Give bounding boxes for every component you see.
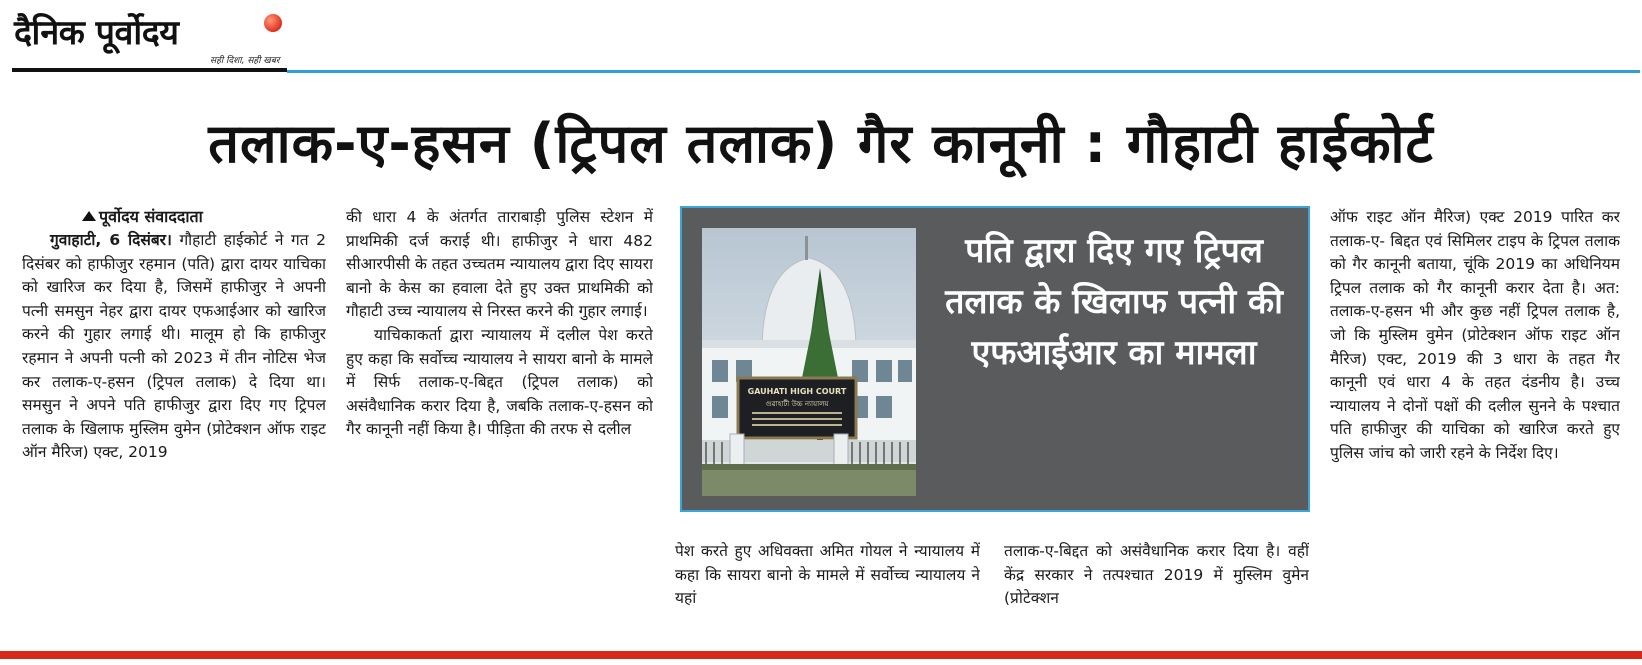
masthead-rule: [12, 68, 287, 72]
newspaper-tagline: सही दिशा, सही खबर: [210, 56, 280, 66]
high-court-photo: [702, 228, 916, 496]
article-paragraph: पेश करते हुए अधिवक्ता अमित गोयल ने न्यायालय में कहा कि सायरा बानो के मामले में सर्वोच्च न्यायालय ने यहां: [675, 542, 980, 608]
newspaper-logo: दैनिक पूर्वोदय: [14, 13, 179, 53]
masthead: [12, 8, 282, 74]
byline-text: पूर्वोदय संवाददाता: [99, 207, 203, 226]
article-paragraph: याचिकाकर्ता द्वारा न्यायालय में दलील पेश करते हुए कहा कि सर्वोच्च न्यायालय ने सायरा बानो के मामले में सिर्फ तलाक-ए-बिद्दत (ट्रिपल तलाक) को असंवैधानिक करार दिया है, जबकि तलाक-ए-हसन को गैर कानूनी नहीं किया है। पीड़िता की तरफ से दलील: [346, 325, 653, 439]
article-paragraph: ऑफ राइट ऑन मैरिज) एक्ट 2019 पारित कर तलाक-ए- बिद्दत एवं सिमिलर टाइप के ट्रिपल तलाक को गैर कानूनी बताया, चूंकि 2019 का अधिनियम ट्रिपल तलाक को गैर कानूनी करार देता है। अत: तलाक-ए-हसन भी और कुछ नहीं ट्रिपल तलाक है, जो कि मुस्लिम वुमेन (प्रोटेक्शन ऑफ राइट ऑन मैरिज) एक्ट, 2019 की 3 धारा के तहत गैर कानूनी एवं धारा 4 के तहत दंडनीय है। उच्च न्यायालय ने दोनों पक्षों की दलील सुनने के पश्चात पति हाफीजुर की याचिका को खारिज करते हुए पुलिस जांच को जारी रहने के निर्देश दिए।: [1330, 208, 1620, 462]
article-paragraph: की धारा 4 के अंतर्गत ताराबाड़ी पुलिस स्टेशन में प्राथमिकी दर्ज कराई थी। हाफीजुर ने धारा 482 सीआरपीसी के तहत उच्चतम न्यायालय द्वारा दिए सायरा बानो के केस का हवाला देते हुए उक्त प्राथमिकी को गौहाटी उच्च न्यायालय से निरस्त करने की गुहार लगाई।: [346, 208, 653, 321]
court-sign-local: গুৱাহাটী উচ্চ ন্যায়ালয়: [765, 400, 829, 408]
court-building-illustration: [702, 228, 916, 496]
article-column-4: [1004, 540, 1309, 630]
logo-dot-icon: [264, 14, 282, 32]
article-column-5: [1330, 206, 1620, 626]
triangle-icon: [82, 211, 96, 221]
byline: [22, 206, 326, 228]
top-divider: [287, 70, 1640, 73]
photo-callout-box: [680, 206, 1310, 512]
callout-text: पति द्वारा दिए गए ट्रिपल तलाक के खिलाफ पत्नी की एफआईआर का मामला: [945, 231, 1283, 373]
bottom-red-rule: [0, 651, 1642, 659]
article-paragraph: [22, 229, 326, 465]
col1-text: गौहाटी हाईकोर्ट ने गत 2 दिसंबर को हाफीजुर रहमान (पति) द्वारा दायर याचिका को खारिज कर दिया है, जिसमें हाफीजुर ने अपनी पत्नी समसुन नेहर द्वारा दायर एफआईआर को खारिज करने की गुहार लगाई थी। मालूम हो कि हाफीजुर रहमान ने अपनी पत्नी को 2023 में तीन नोटिस भेज कर तलाक-ए-हसन (ट्रिपल तलाक) दे दिया था। समसुन ने अपने पति हाफीजुर द्वारा दिए गए ट्रिपल तलाक के खिलाफ मुस्लिम वुमेन (प्रोटेक्शन ऑफ राइट ऑन मैरिज) एक्ट, 2019: [22, 231, 326, 462]
article-paragraph: तलाक-ए-बिद्दत को असंवैधानिक करार दिया है। वहीं केंद्र सरकार ने तत्पश्चात 2019 में मुस्लिम वुमेन (प्रोटेक्शन: [1004, 542, 1309, 608]
court-sign-english: GAUHATI HIGH COURT: [747, 387, 847, 396]
article-column-2: [346, 206, 653, 626]
article-column-3: [675, 540, 980, 630]
headline: तलाक-ए-हसन (ट्रिपल तलाक) गैर कानूनी : गौहाटी हाईकोर्ट: [208, 112, 1434, 175]
dateline: गुवाहाटी, 6 दिसंबर।: [50, 231, 172, 249]
article-column-1: [22, 206, 326, 626]
